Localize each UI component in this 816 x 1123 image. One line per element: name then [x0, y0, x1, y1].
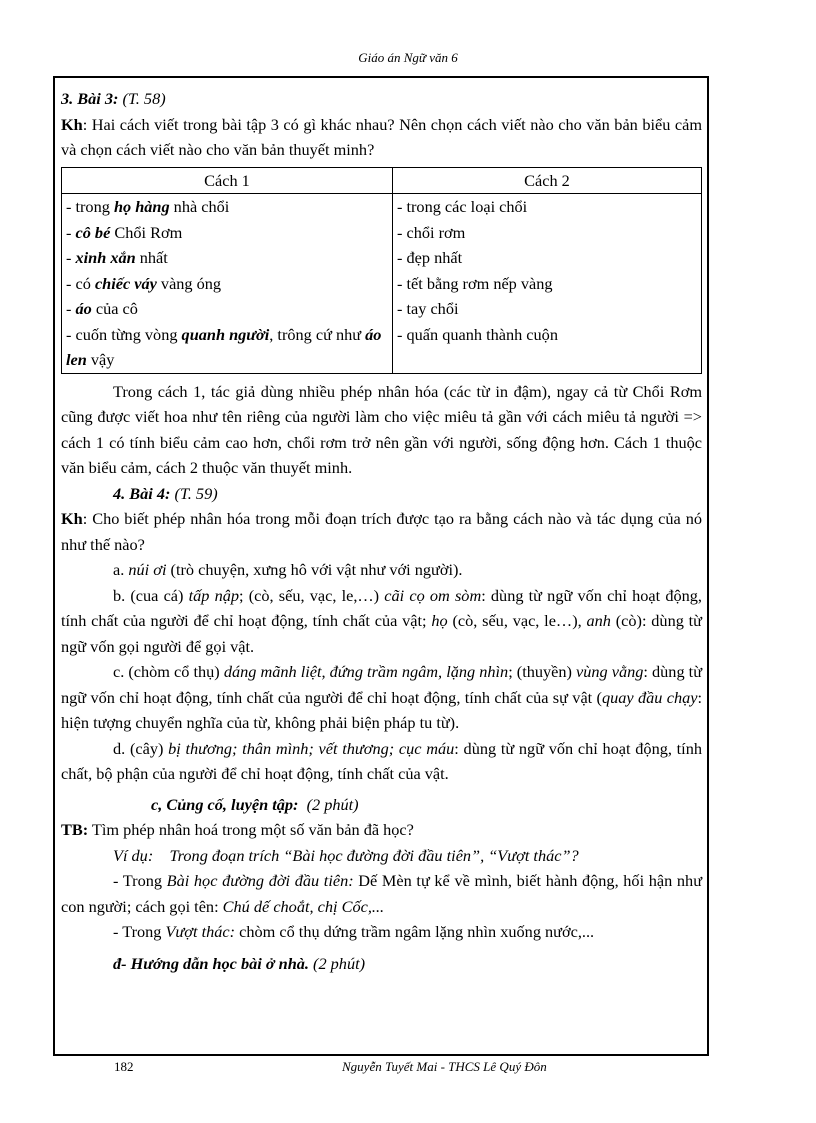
table-header-cach2: Cách 2 — [393, 167, 702, 194]
cungco-vidu: Ví dụ: Trong đoạn trích “Bài học đường đời đầu tiên”, “Vượt thác”? — [113, 845, 579, 865]
cungco-tb-label: TB: — [61, 820, 89, 839]
plain-text: - Trong — [113, 922, 166, 941]
italic-text: bị thương; thân mình; vết thương; cục máu — [168, 738, 455, 758]
table-row-item: - quấn quanh thành cuộn — [397, 324, 558, 344]
table-row-item — [66, 245, 388, 271]
italic-text: dáng mãnh liệt, đứng trầm ngâm, lặng nhìn — [223, 662, 509, 681]
plain-text: vàng óng — [156, 273, 222, 293]
cungco-example — [61, 843, 702, 869]
italic-text: quay đầu chạy — [601, 687, 698, 707]
plain-text: (cò, sếu, vạc, le…), — [447, 611, 587, 630]
plain-text: (cò): dùng từ ngữ vốn gọi người để gọi vật. — [61, 611, 703, 656]
cungco-title: c, Củng cố, luyện tập: — [151, 794, 299, 814]
table-row-item: - tay chổi — [397, 299, 459, 318]
italic-text: núi ơi — [128, 560, 167, 579]
italic-text: anh — [586, 611, 611, 630]
italic-text: Vượt thác: — [165, 922, 236, 941]
emphasis-text: họ hàng — [113, 197, 170, 216]
emphasis-text: cô bé — [75, 222, 111, 242]
bai4-ref: (T. 59) — [170, 483, 218, 503]
bai4-question — [61, 506, 702, 557]
table-header-cach1: Cách 1 — [62, 167, 393, 194]
cungco-heading — [61, 792, 702, 818]
bai3-heading — [61, 86, 702, 112]
table-row-item: - chổi rơm — [397, 222, 466, 242]
plain-text: , trông cứ như — [269, 324, 366, 344]
bai4-answer-a — [61, 557, 702, 583]
italic-text: vùng vằng — [576, 662, 644, 681]
plain-text: Dế Mèn tự kể về mình, biết hành động, hối hận như con người; cách gọi tên: — [61, 871, 703, 916]
bai3-kh-label: Kh — [61, 114, 83, 134]
emphasis-text: chiếc váy — [94, 273, 157, 293]
page-header: Giáo án Ngữ văn 6 — [358, 50, 458, 65]
huongdan-heading — [61, 951, 702, 977]
bai4-answer-b — [61, 583, 702, 660]
bai4-kh-label: Kh — [61, 509, 83, 528]
huongdan-title: đ- Hướng dẫn học bài ở nhà. — [113, 953, 309, 973]
plain-text: - cuốn từng vòng — [66, 324, 182, 344]
plain-text: : hiện tượng chuyển nghĩa của từ, không phải biện pháp tu từ). — [61, 687, 702, 732]
comparison-table — [61, 167, 702, 374]
plain-text: vậy — [86, 350, 115, 369]
bai4-kh-text: : Cho biết phép nhân hóa trong mỗi đoạn trích được tạo ra bằng cách nào và tác dụng của nó như thế nào? — [61, 509, 702, 554]
bai3-title: 3. Bài 3: — [61, 89, 119, 108]
table-row-item: - trong các loại chổi — [397, 197, 528, 216]
plain-text: : dùng từ ngữ vốn chỉ hoạt động, tính chất, bộ phận của người để chỉ hoạt động, tính chất của vật. — [61, 738, 702, 783]
bai4-answer-c — [61, 659, 702, 736]
bai3-question — [61, 112, 702, 163]
plain-text: ; (cò, sếu, vạc, le,…) — [239, 585, 385, 605]
table-row-item — [66, 271, 388, 297]
plain-text: ; (thuyền) — [508, 662, 577, 681]
plain-text: a. — [113, 560, 129, 579]
emphasis-text: quanh người — [181, 324, 270, 344]
table-row-item — [66, 296, 388, 322]
plain-text: (trò chuyện, xưng hô với vật như với người). — [166, 560, 463, 579]
italic-text: Bài học đường đời đầu tiên: — [166, 871, 354, 890]
table-body-row — [62, 194, 702, 374]
bai3-kh-text: : Hai cách viết trong bài tập 3 có gì khác nhau? Nên chọn cách viết nào cho văn bản biểu cảm và chọn cách viết nào cho văn bản thuyết minh? — [61, 114, 702, 159]
table-row-item — [66, 220, 388, 246]
plain-text: d. (cây) — [113, 738, 169, 758]
plain-text: c. (chòm cổ thụ) — [113, 662, 224, 681]
plain-text: - có — [66, 273, 95, 293]
plain-text: - — [66, 222, 76, 242]
plain-text: nhà chổi — [169, 197, 230, 216]
huongdan-time: (2 phút) — [308, 953, 366, 973]
plain-text: : dùng từ ngữ vốn chỉ hoạt động, tính chất của người để chỉ hoạt động, tính chất của sự vật ( — [61, 662, 703, 707]
cungco-tb-text: Tìm phép nhân hoá trong một số văn bản đã học? — [88, 820, 414, 839]
plain-text: - — [66, 248, 76, 267]
cungco-example-line2 — [61, 919, 702, 945]
plain-text: của cô — [91, 299, 138, 318]
page-number: 182 — [114, 1059, 134, 1074]
table-cell-cach1 — [62, 194, 393, 374]
italic-text: họ — [431, 611, 448, 630]
bai4-title: 4. Bài 4: — [113, 483, 171, 503]
content-frame — [53, 76, 709, 1056]
table-cell-cach2 — [393, 194, 702, 374]
emphasis-text: áo len — [66, 324, 382, 369]
cungco-question — [61, 817, 702, 843]
cungco-time: (2 phút) — [298, 794, 359, 814]
bai4-answer-d — [61, 736, 702, 787]
table-header-row — [62, 167, 702, 194]
italic-text: Chú dế choắt, chị Cốc,... — [222, 896, 385, 916]
table-row-item — [66, 322, 388, 373]
plain-text: - — [66, 299, 76, 318]
bai3-explanation: Trong cách 1, tác giả dùng nhiều phép nhân hóa (các từ in đậm), ngay cả từ Chổi Rơm cũng được viết hoa như tên riêng của người làm cho việc miêu tả gần với cách miêu tả người => cách 1 có tính biểu cảm cao hơn, chổi rơm trở nên gần với người, sống động hơn. Cách 1 thuộc văn biểu cảm, cách 2 thuộc văn thuyết minh. — [61, 381, 702, 477]
plain-text: b. (cua cá) — [113, 585, 189, 605]
table-row-item: - đẹp nhất — [397, 248, 463, 267]
content-body — [61, 86, 702, 976]
plain-text: nhất — [135, 248, 168, 267]
italic-text: cãi cọ om sòm — [384, 585, 482, 605]
plain-text: - Trong — [113, 871, 167, 890]
emphasis-text: áo — [75, 299, 92, 318]
italic-text: tấp nập — [188, 585, 240, 605]
plain-text: - trong — [66, 197, 114, 216]
plain-text: : dùng từ ngữ vốn chỉ hoạt động, tính chất của người để chỉ hoạt động, tính chất của vật; — [61, 585, 702, 630]
plain-text: chòm cổ thụ dứng trầm ngâm lặng nhìn xuống nước,... — [235, 922, 595, 941]
bai4-heading — [61, 481, 702, 507]
table-row-item: - tết bằng rơm nếp vàng — [397, 273, 553, 293]
emphasis-text: xinh xắn — [75, 248, 136, 267]
plain-text: Chổi Rơm — [110, 222, 183, 242]
cungco-example-line1 — [61, 868, 702, 919]
bai3-ref: (T. 58) — [118, 89, 166, 108]
table-row-item — [66, 194, 388, 220]
page-footer-author: Nguyễn Tuyết Mai - THCS Lê Quý Đôn — [342, 1059, 547, 1074]
